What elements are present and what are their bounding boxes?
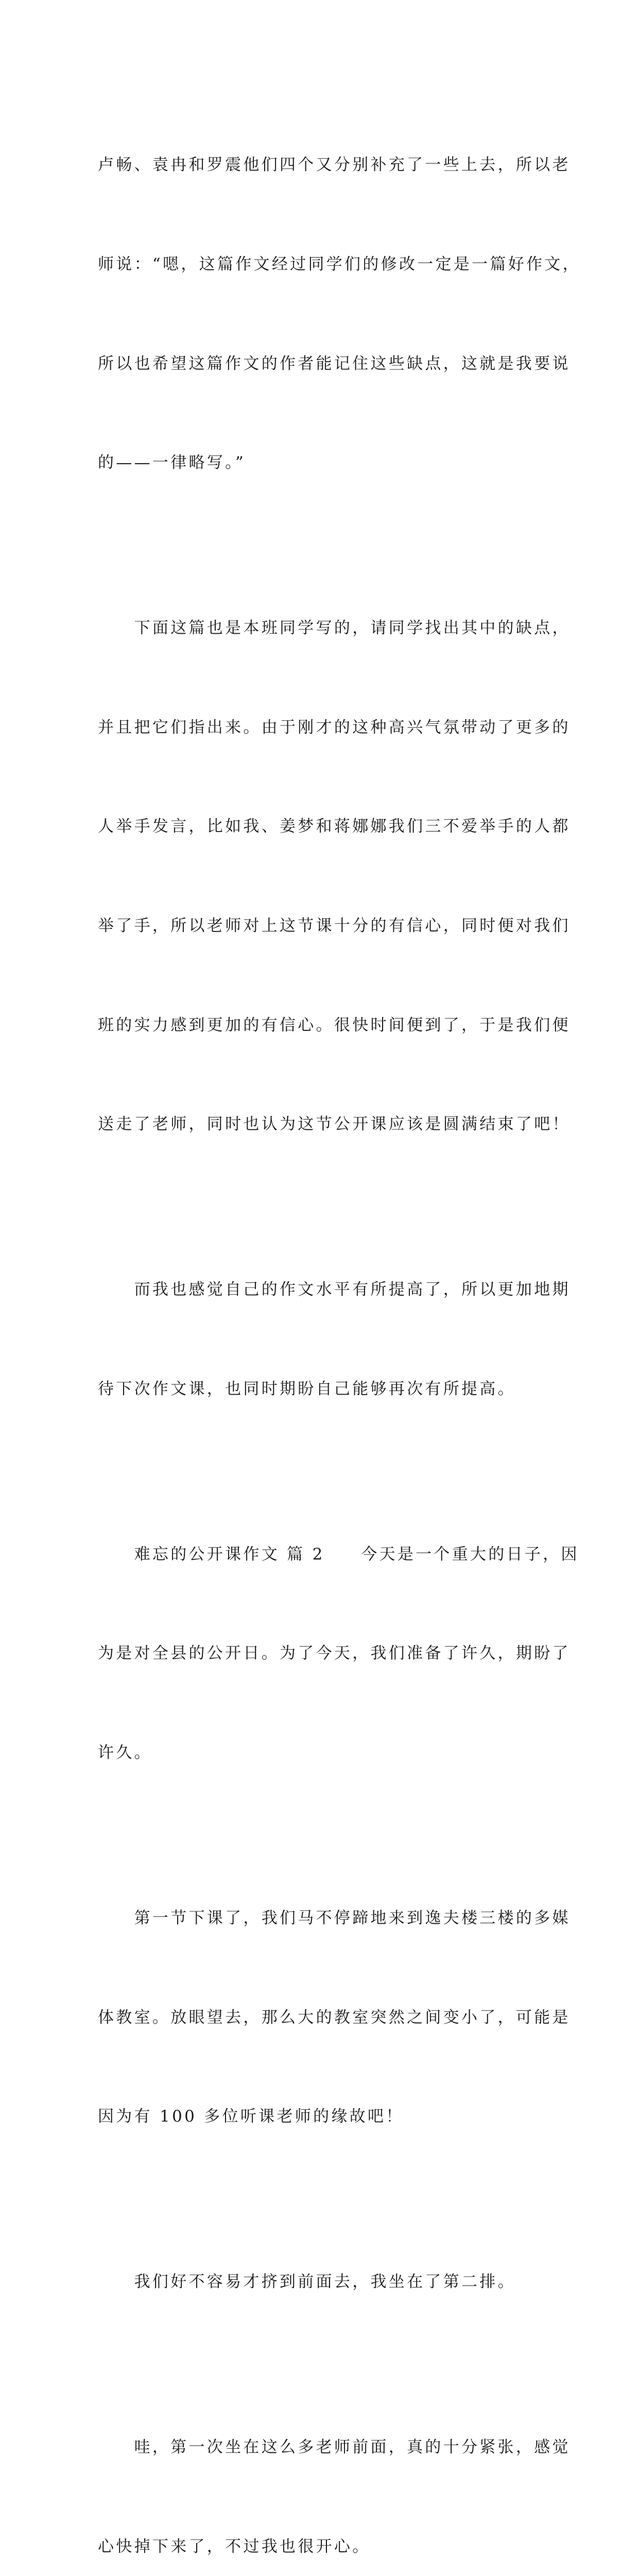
- text-line: 哇，第一次坐在这么多老师前面，真的十分紧张，感觉: [98, 2438, 571, 2457]
- document-page: [98, 82, 581, 2576]
- paragraph-3: [98, 1207, 571, 1472]
- text-line: 举了手，所以老师对上这节课十分的有信心，同时便对我们: [98, 916, 571, 935]
- text-line: 所以也希望这篇作文的作者能记住这些缺点，这就是我要说: [98, 354, 571, 373]
- text-line: 第一节下课了，我们马不停蹄地来到逸夫楼三楼的多媒: [98, 1908, 571, 1927]
- paragraph-6: [98, 2199, 541, 2365]
- text-line: 心快掉下来了，不过我也很开心。: [98, 2537, 371, 2556]
- text-line: 并且把它们指出来。由于刚才的这种高兴气氛带动了更多的: [98, 718, 571, 737]
- text-line: 下面这篇也是本班同学写的，请同学找出其中的缺点，: [98, 619, 571, 638]
- text-line: 体教室。放眼望去，那么大的教室突然之间变小了，可能是: [98, 2008, 571, 2027]
- text-line: 我们好不容易才挤到前面去，我坐在了第二排。: [98, 2273, 516, 2292]
- text-line: 师说：“嗯，这篇作文经过同学们的修改一定是一篇好作文，: [98, 255, 581, 274]
- paragraph-7: [98, 2365, 571, 2576]
- text-line: 为是对全县的公开日。为了今天，我们准备了许久，期盼了: [98, 1644, 571, 1663]
- text-line: 卢畅、袁冉和罗震他们四个又分别补充了一些上去，所以老: [98, 156, 571, 175]
- text-line: 难忘的公开课作文 篇 2 今天是一个重大的日子，因: [98, 1545, 579, 1564]
- text-line: 因为有 100 多位听课老师的缘故吧！: [98, 2107, 404, 2126]
- paragraph-4-heading: [98, 1471, 579, 1835]
- text-line: 人举手发言，比如我、姜梦和蒋娜娜我们三不爱举手的人都: [98, 817, 571, 836]
- text-line: 许久。: [98, 1743, 152, 1762]
- paragraph-1: [98, 82, 581, 546]
- text-line: 的——一律略写。”: [98, 453, 246, 472]
- paragraph-5: [98, 1836, 571, 2199]
- text-line: 班的实力感到更加的有信心。很快时间便到了，于是我们便: [98, 1015, 571, 1035]
- text-line: 送走了老师，同时也认为这节公开课应该是圆满结束了吧！: [98, 1115, 571, 1134]
- text-line: 而我也感觉自己的作文水平有所提高了，所以更加地期: [98, 1280, 571, 1299]
- text-line: 待下次作文课，也同时期盼自己能够再次有所提高。: [98, 1379, 516, 1398]
- paragraph-2: [98, 546, 571, 1207]
